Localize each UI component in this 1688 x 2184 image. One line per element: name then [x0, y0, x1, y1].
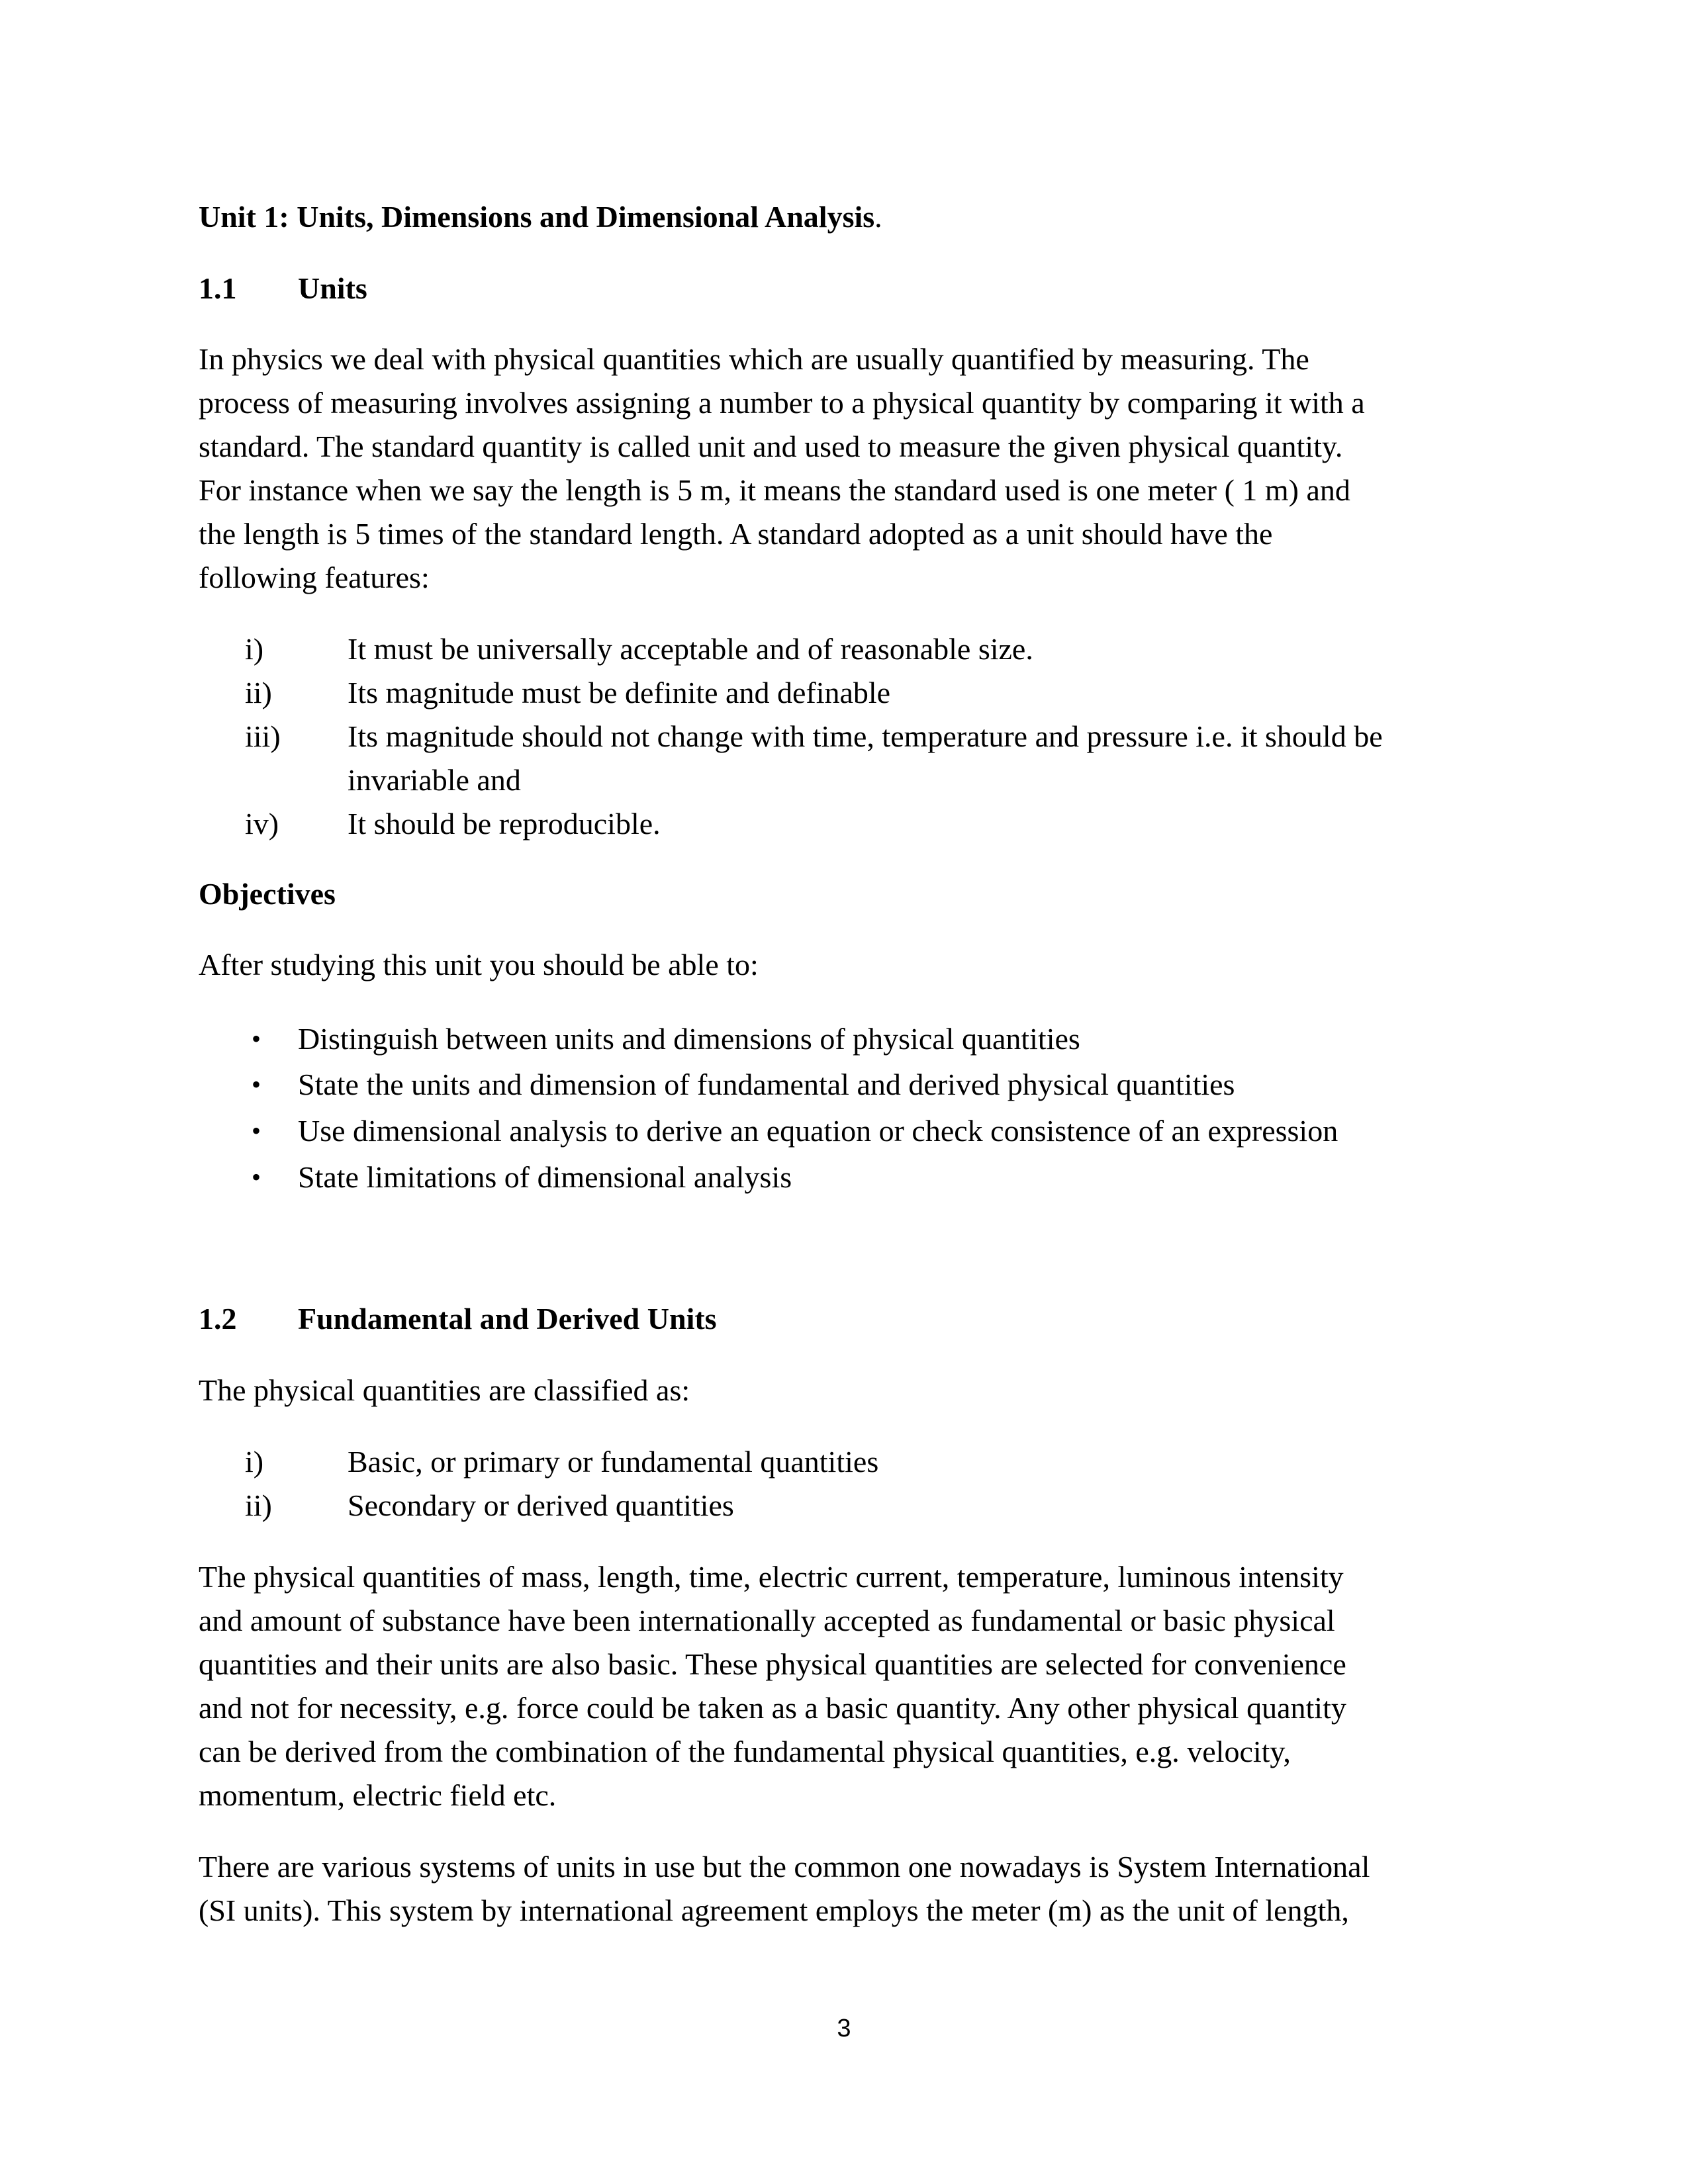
paragraph-line: In physics we deal with physical quantities which are usually quantified by measuring. The: [199, 342, 1309, 376]
list-item-text: State the units and dimension of fundamental and derived physical quantities: [298, 1068, 1235, 1101]
list-marker: iv): [245, 807, 279, 841]
document-page: [199, 0, 1489, 2184]
paragraph-line: momentum, electric field etc.: [199, 1778, 557, 1812]
section-1-2-number: 1.2: [199, 1302, 237, 1336]
bullet-icon: •: [252, 1069, 261, 1099]
section-1-2-title: Fundamental and Derived Units: [298, 1302, 717, 1336]
section-1-1-title: Units: [298, 271, 367, 305]
section-1-2-heading: [199, 1297, 717, 1341]
unit-title: [199, 195, 882, 239]
paragraph-line: and not for necessity, e.g. force could be taken as a basic quantity. Any other physical quantity: [199, 1691, 1346, 1725]
list-marker: i): [245, 632, 264, 666]
list-marker: ii): [245, 676, 272, 709]
list-item-text: Secondary or derived quantities: [348, 1488, 734, 1522]
paragraph-line: can be derived from the combination of the fundamental physical quantities, e.g. velocity,: [199, 1735, 1291, 1768]
paragraph-line: For instance when we say the length is 5 m, it means the standard used is one meter ( 1 m) and: [199, 473, 1350, 507]
paragraph-line: quantities and their units are also basic. These physical quantities are selected for convenience: [199, 1647, 1346, 1681]
paragraph-line: and amount of substance have been internationally accepted as fundamental or basic physical: [199, 1604, 1335, 1637]
objectives-intro: After studying this unit you should be able to:: [199, 948, 759, 981]
unit-title-text: Unit 1: Units, Dimensions and Dimensional Analysis: [199, 200, 875, 234]
list-item-text: It should be reproducible.: [348, 807, 661, 841]
list-item-text: Its magnitude must be definite and definable: [348, 676, 891, 709]
list-marker: i): [245, 1445, 264, 1479]
list-item-text: State limitations of dimensional analysis: [298, 1160, 792, 1194]
list-item-text: Use dimensional analysis to derive an equation or check consistence of an expression: [298, 1114, 1338, 1148]
list-marker: ii): [245, 1488, 272, 1522]
list-item-text: Its magnitude should not change with time, temperature and pressure i.e. it should be: [348, 719, 1383, 753]
paragraph-line: There are various systems of units in use but the common one nowadays is System International: [199, 1850, 1370, 1884]
classified-intro: The physical quantities are classified as:: [199, 1373, 690, 1407]
list-marker: iii): [245, 719, 281, 753]
paragraph-line: the length is 5 times of the standard length. A standard adopted as a unit should have the: [199, 517, 1273, 551]
unit-title-period: .: [874, 200, 882, 234]
bullet-icon: •: [252, 1162, 261, 1192]
section-1-1-number: 1.1: [199, 271, 237, 305]
bullet-icon: •: [252, 1024, 261, 1054]
paragraph-line: (SI units). This system by international agreement employs the meter (m) as the unit of length,: [199, 1893, 1349, 1927]
page-number: 3: [837, 2015, 851, 2042]
list-item-text: Basic, or primary or fundamental quantities: [348, 1445, 879, 1479]
list-item-text-continuation: invariable and: [348, 763, 521, 797]
list-item-text: Distinguish between units and dimensions of physical quantities: [298, 1022, 1080, 1056]
objectives-heading: Objectives: [199, 877, 336, 911]
paragraph-line: process of measuring involves assigning a number to a physical quantity by comparing it with a: [199, 386, 1365, 420]
paragraph-line: standard. The standard quantity is called unit and used to measure the given physical quantity.: [199, 430, 1343, 463]
paragraph-line: following features:: [199, 561, 430, 594]
list-item-text: It must be universally acceptable and of reasonable size.: [348, 632, 1033, 666]
paragraph-line: The physical quantities of mass, length, time, electric current, temperature, luminous intensity: [199, 1560, 1344, 1594]
bullet-icon: •: [252, 1116, 261, 1146]
section-1-1-heading: [199, 267, 367, 310]
